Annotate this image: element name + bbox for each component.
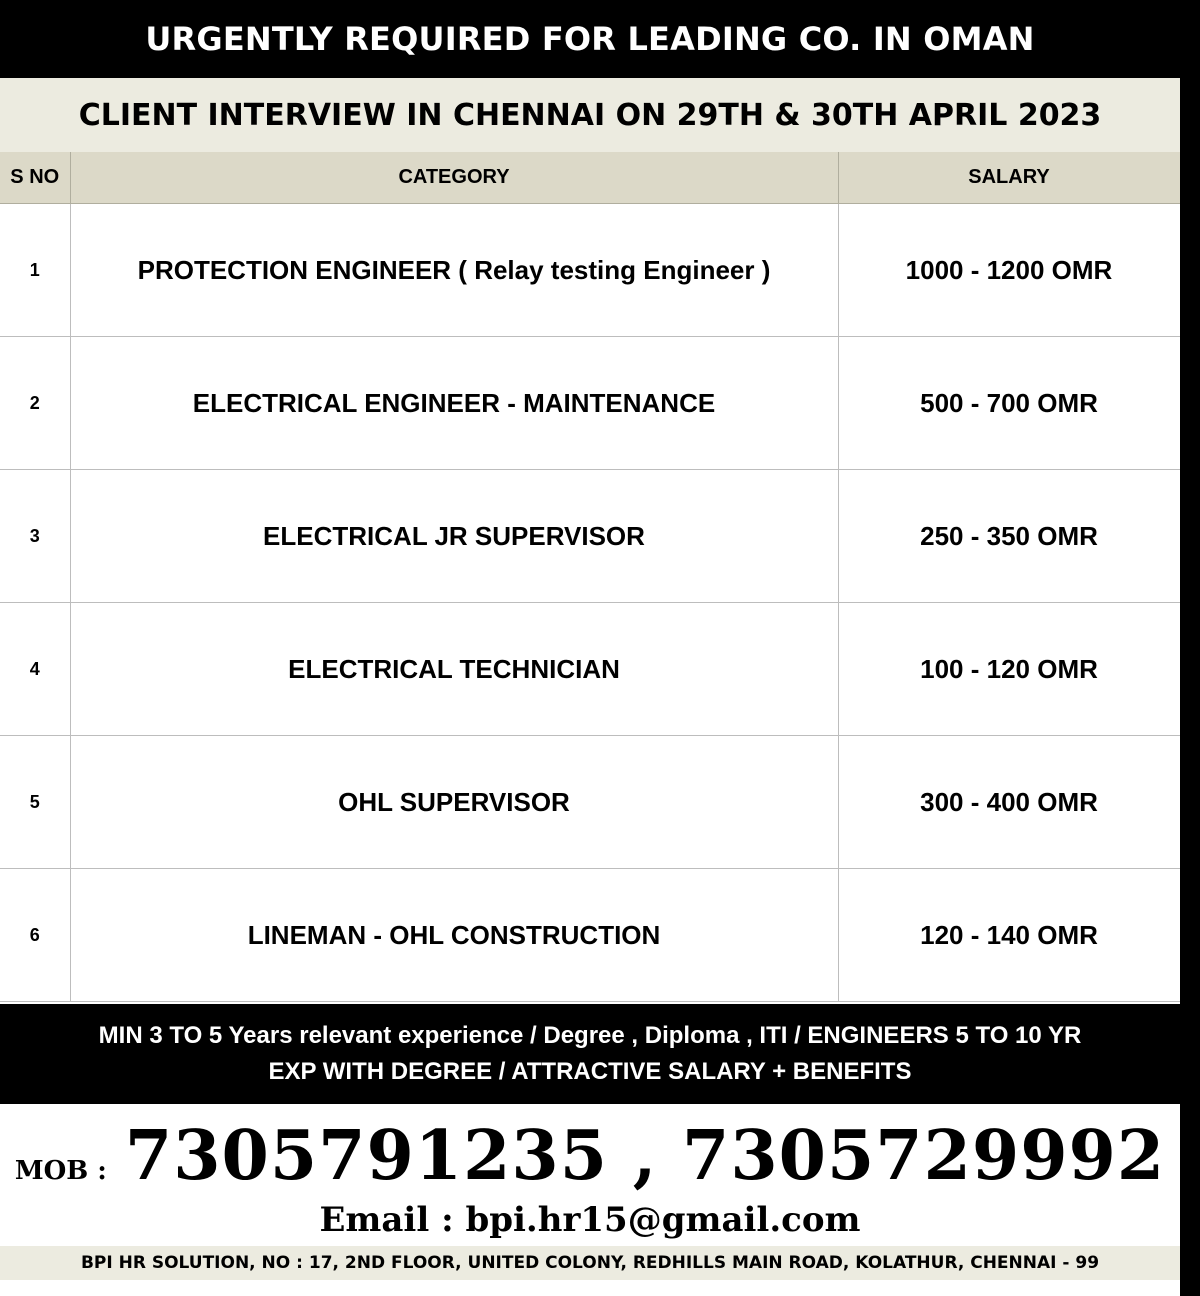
poster-title: URGENTLY REQUIRED FOR LEADING CO. IN OMAN — [0, 0, 1180, 78]
row-category: ELECTRICAL ENGINEER - MAINTENANCE — [70, 337, 838, 470]
row-sno: 2 — [0, 337, 70, 470]
row-sno: 1 — [0, 204, 70, 337]
right-border — [1180, 0, 1200, 1296]
table-row — [0, 736, 1180, 869]
table-row — [0, 470, 1180, 603]
row-category: ELECTRICAL JR SUPERVISOR — [70, 470, 838, 603]
mobile-numbers: 7305791235 , 7305729992 — [124, 1116, 1166, 1196]
column-header-sno: S NO — [0, 152, 70, 204]
bottom-margin — [0, 1280, 1180, 1296]
company-address: BPI HR SOLUTION, NO : 17, 2ND FLOOR, UNITED COLONY, REDHILLS MAIN ROAD, KOLATHUR, CHENNAI - 99 — [0, 1246, 1180, 1280]
row-category: LINEMAN - OHL CONSTRUCTION — [70, 869, 838, 1002]
table-header-row — [0, 152, 1180, 204]
contact-section — [0, 1104, 1180, 1246]
jobs-table — [0, 152, 1181, 1002]
column-header-category: CATEGORY — [70, 152, 838, 204]
row-salary: 100 - 120 OMR — [838, 603, 1180, 736]
row-category: OHL SUPERVISOR — [70, 736, 838, 869]
row-sno: 3 — [0, 470, 70, 603]
row-sno: 4 — [0, 603, 70, 736]
row-category: PROTECTION ENGINEER ( Relay testing Engineer ) — [70, 204, 838, 337]
email-text: Email : bpi.hr15@gmail.com — [319, 1200, 861, 1240]
row-sno: 6 — [0, 869, 70, 1002]
requirements-line: EXP WITH DEGREE / ATTRACTIVE SALARY + BENEFITS — [268, 1058, 912, 1085]
table-row — [0, 603, 1180, 736]
row-salary: 120 - 140 OMR — [838, 869, 1180, 1002]
row-salary: 250 - 350 OMR — [838, 470, 1180, 603]
requirements-banner — [0, 1004, 1180, 1104]
column-header-salary: SALARY — [838, 152, 1180, 204]
interview-subtitle: CLIENT INTERVIEW IN CHENNAI ON 29TH & 30TH APRIL 2023 — [0, 78, 1180, 153]
row-salary: 500 - 700 OMR — [838, 337, 1180, 470]
row-salary: 1000 - 1200 OMR — [838, 204, 1180, 337]
table-row — [0, 337, 1180, 470]
requirements-line: MIN 3 TO 5 Years relevant experience / Degree , Diploma , ITI / ENGINEERS 5 TO 10 YR — [98, 1022, 1082, 1049]
row-category: ELECTRICAL TECHNICIAN — [70, 603, 838, 736]
table-row — [0, 869, 1180, 1002]
table-row — [0, 204, 1180, 337]
row-salary: 300 - 400 OMR — [838, 736, 1180, 869]
mobile-label: MOB : — [14, 1156, 107, 1186]
mobile-row — [0, 1116, 1180, 1196]
row-sno: 5 — [0, 736, 70, 869]
